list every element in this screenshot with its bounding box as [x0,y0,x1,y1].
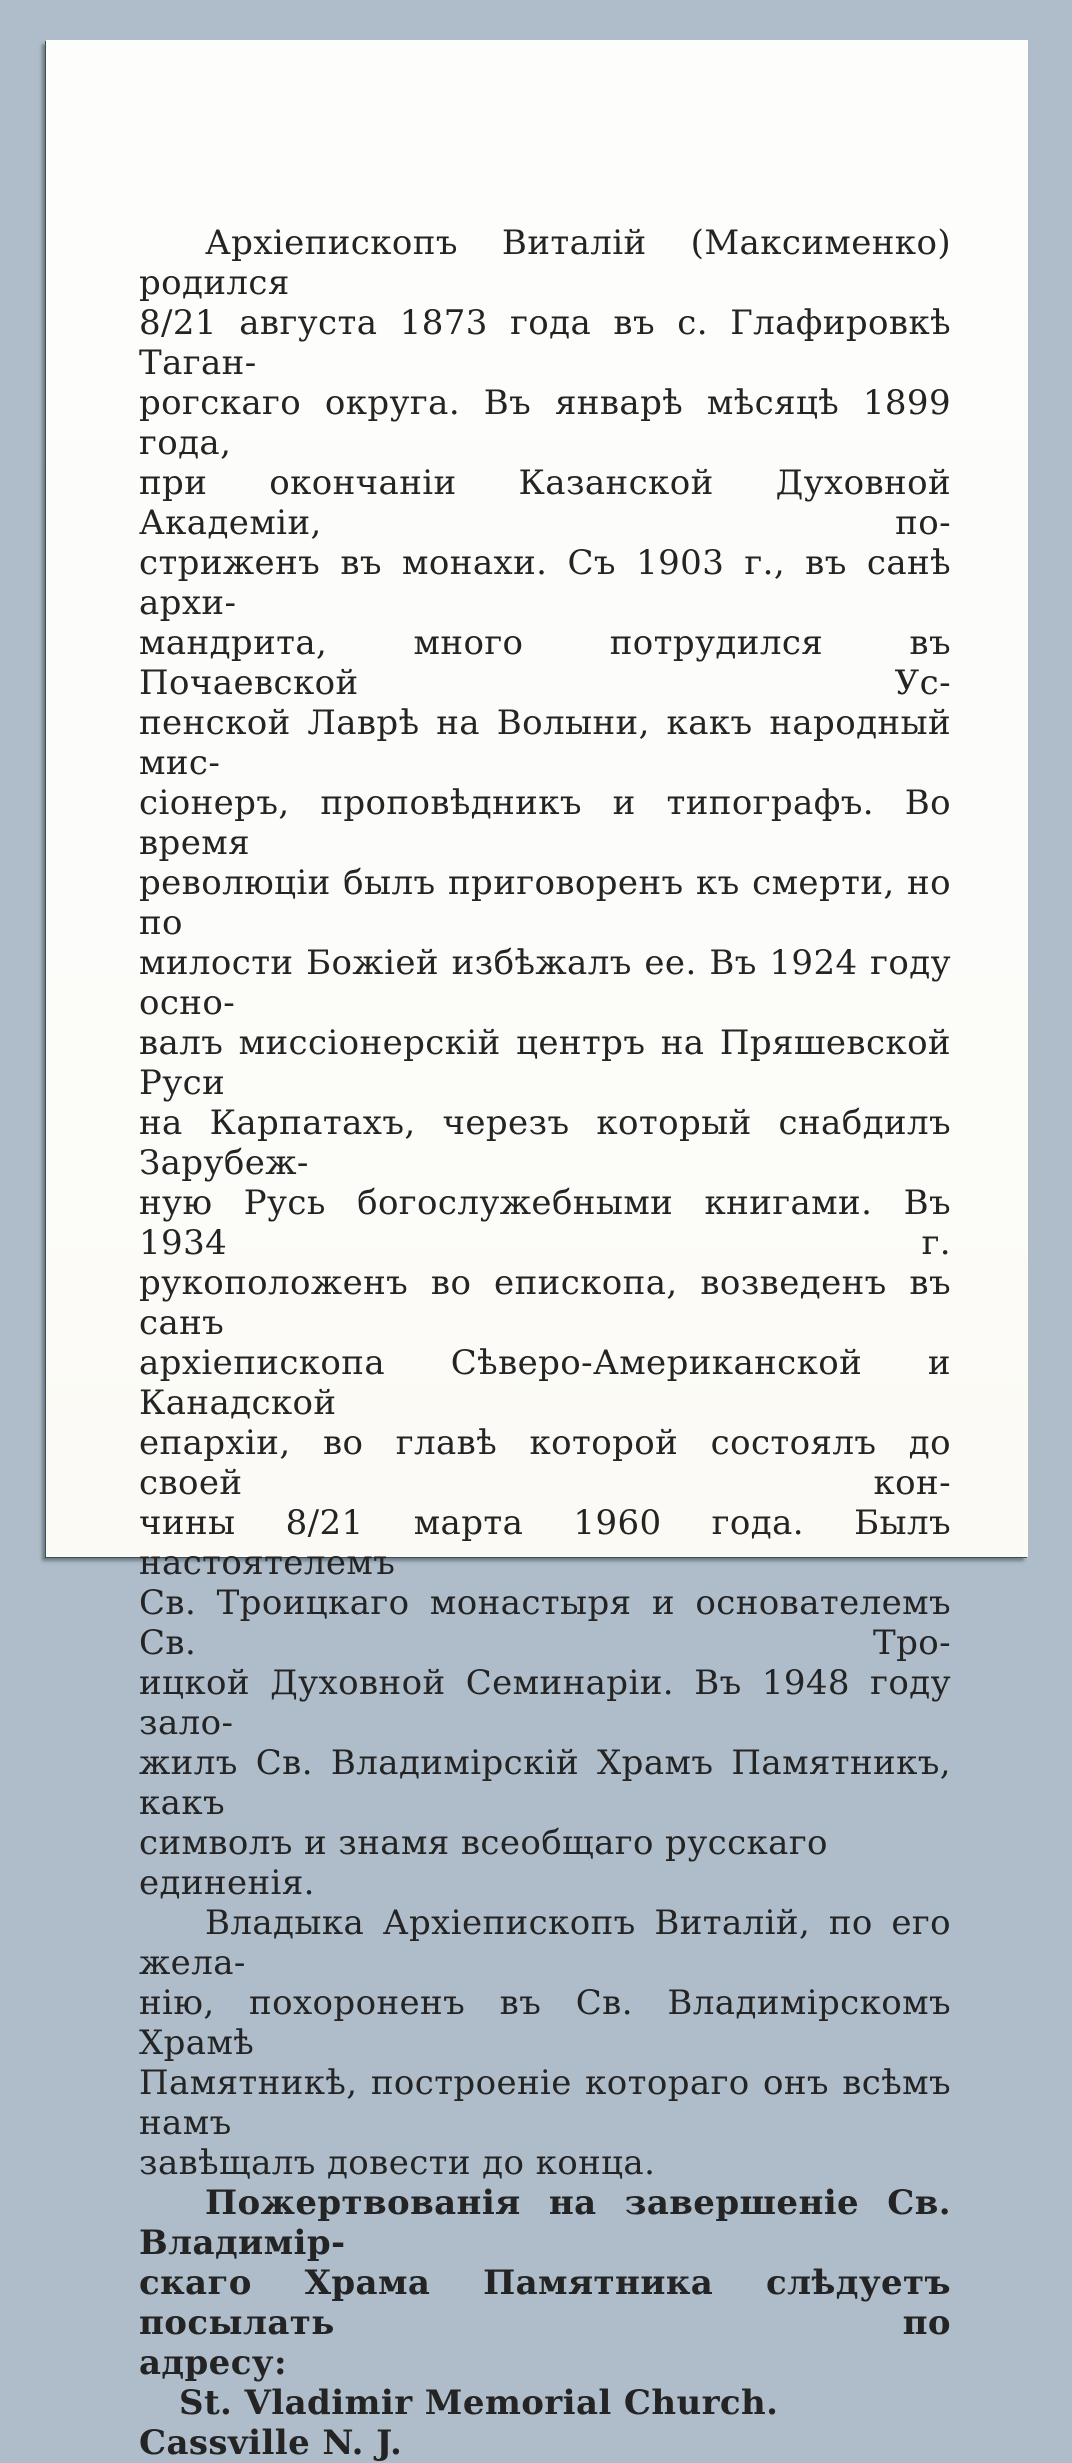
paragraph-bold [139,2383,951,2463]
paragraph [139,1903,951,2183]
text-line: епархіи, во главѣ которой состоялъ до своей кон- [139,1423,951,1503]
text-line: нію, похороненъ въ Св. Владимірскомъ Храмѣ [139,1983,951,2063]
text-line: Св. Троицкаго монастыря и основателемъ Св. Тро- [139,1583,951,1663]
text-line: ицкой Духовной Семинаріи. Въ 1948 году зало- [139,1663,951,1743]
paragraph-bold [139,2183,951,2383]
text-line: на Карпатахъ, черезъ который снабдилъ Зарубеж- [139,1103,951,1183]
text-line: рогскаго округа. Въ январѣ мѣсяцѣ 1899 года, [139,383,951,463]
text-line: ную Русь богослужебными книгами. Въ 1934 г. [139,1183,951,1263]
text-line: архіепископа Сѣверо-Американской и Канадской [139,1343,951,1423]
text-line: революціи былъ приговоренъ къ смерти, но по [139,863,951,943]
text-line: валъ миссіонерскій центръ на Пряшевской Руси [139,1023,951,1103]
text-line: Архіепископъ Виталій (Максименко) родился [139,223,951,303]
text-line: пенской Лаврѣ на Волыни, какъ народный мис- [139,703,951,783]
text-line: рукоположенъ во епископа, возведенъ въ санъ [139,1263,951,1343]
text-line: при окончаніи Казанской Духовной Академіи, по- [139,463,951,543]
text-line: 8/21 августа 1873 года въ с. Глафировкѣ Таган- [139,303,951,383]
text-line: мандрита, много потрудился въ Почаевской Ус- [139,623,951,703]
text-line: чины 8/21 марта 1960 года. Былъ настоятелемъ [139,1503,951,1583]
text-line: адресу: [139,2343,287,2383]
text-line: стриженъ въ монахи. Съ 1903 г., въ санѣ архи- [139,543,951,623]
text-line: завѣщалъ довести до конца. [139,2143,656,2183]
text-line: Памятникѣ, построеніе котораго онъ всѣмъ намъ [139,2063,951,2143]
text-line: символъ и знамя всеобщаго русскаго единенія. [139,1823,828,1903]
text-line: жилъ Св. Владимірскій Храмъ Памятникъ, какъ [139,1743,951,1823]
text-line: сіонеръ, проповѣдникъ и типографъ. Во время [139,783,951,863]
text-line: милости Божіей избѣжалъ ее. Въ 1924 году осно- [139,943,951,1023]
paragraph [139,223,951,1903]
text-line: скаго Храма Памятника слѣдуетъ посылать по [139,2263,951,2343]
text-line: St. Vladimir Memorial Church. Cassville N. J. [139,2383,779,2463]
text-line: Пожертвованія на завершеніе Св. Владимір- [139,2183,951,2263]
text-line: Владыка Архіепископъ Виталій, по его жела- [139,1903,951,1983]
document-text [139,223,951,2463]
document-page [46,40,1028,2463]
